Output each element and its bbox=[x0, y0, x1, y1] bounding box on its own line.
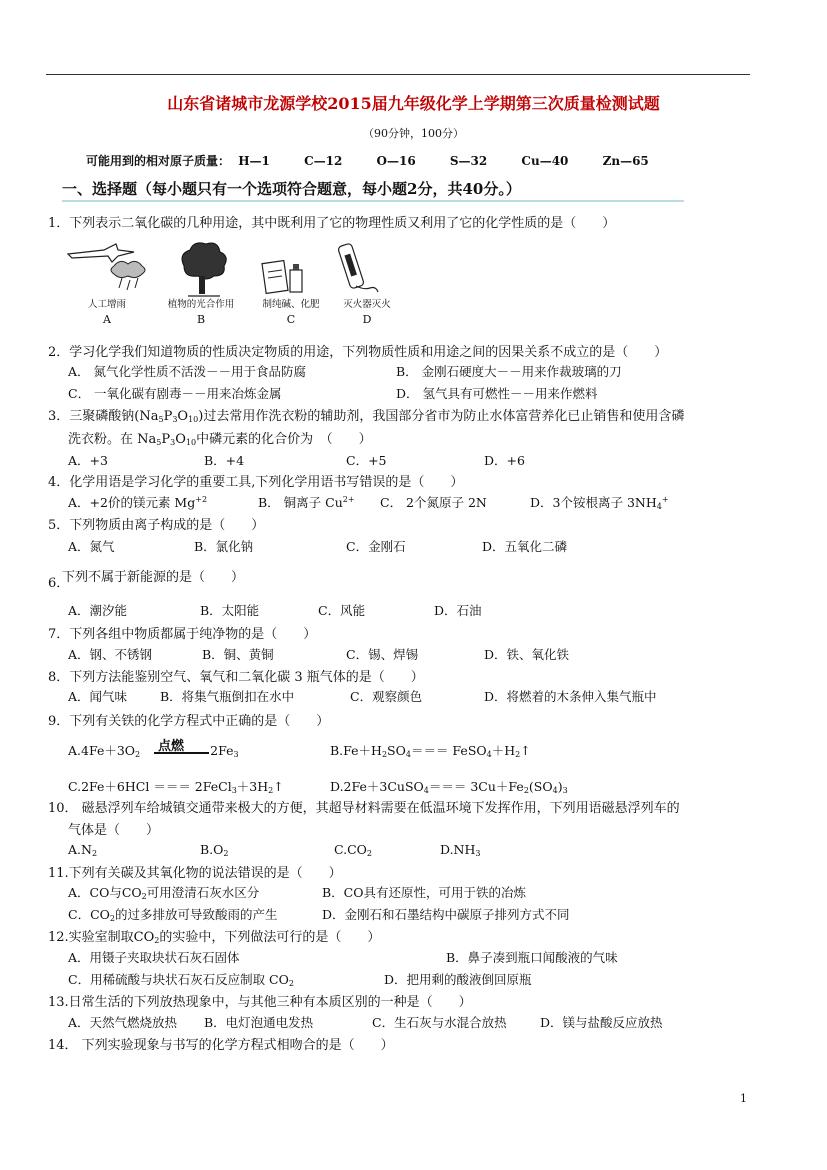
q10-d-text: D.NH bbox=[440, 842, 476, 857]
q11-option-a bbox=[68, 883, 259, 901]
q7-option-d: D．铁、氧化铁 bbox=[484, 647, 570, 662]
q3-option-c: C．+5 bbox=[346, 453, 387, 468]
q3-option-b: B．+4 bbox=[204, 453, 245, 468]
q9-a-sub: 2 bbox=[135, 750, 141, 759]
q9-d-so: (SO bbox=[528, 779, 553, 794]
q4-option-c: C． 2个氮原子 2N bbox=[380, 495, 487, 510]
q10-option-b bbox=[200, 842, 229, 858]
q5-option-d: D．五氧化二磷 bbox=[482, 539, 568, 554]
q2-option-d: D． 氢气具有可燃性－－用来作燃料 bbox=[396, 386, 598, 401]
q3-line2-post: 中磷元素的化合价为 （ ） bbox=[196, 432, 372, 447]
q4-a-text: A．+2价的镁元素 Mg bbox=[68, 495, 196, 510]
q12-c-sub: 2 bbox=[288, 979, 294, 988]
q9-d-product: ＝＝＝ 3Cu＋Fe bbox=[428, 779, 524, 794]
co2-uses-figure bbox=[64, 240, 404, 330]
section-rule bbox=[62, 200, 684, 202]
q11-a-post: 可用澄清石灰水区分 bbox=[146, 885, 260, 900]
q9-b-sub-h2: 2 bbox=[515, 750, 521, 759]
question-8: 8．下列方法能鉴别空气、氧气和二氧化碳 3 瓶气体的是（ ） bbox=[48, 670, 424, 685]
q13-option-c: C．生石灰与水混合放热 bbox=[372, 1015, 507, 1030]
q3-text-pre: 3．三聚磷酸钠(Na bbox=[48, 409, 159, 424]
atomic-mass-cu: Cu—40 bbox=[521, 154, 569, 168]
question-6: 下列不属于新能源的是（ ） bbox=[62, 570, 245, 585]
q13-option-d: D．镁与盐酸反应放热 bbox=[540, 1015, 663, 1030]
q9-d-close: ) bbox=[557, 779, 563, 794]
airplane-cloud-icon bbox=[68, 244, 145, 290]
q12-option-c bbox=[68, 970, 294, 988]
question-11: 11.下列有关碳及其氧化物的说法错误的是（ ） bbox=[48, 866, 342, 881]
q11-c-post: 的过多排放可导致酸雨的产生 bbox=[114, 907, 278, 922]
q10-option-a bbox=[68, 842, 97, 858]
q12-sub: 2 bbox=[154, 936, 160, 945]
q10-a-text: A.N bbox=[68, 842, 92, 857]
q3-option-d: D．+6 bbox=[484, 453, 525, 468]
figure-label-a: 人工增雨 bbox=[87, 299, 126, 310]
q9-d-sub-cuso: 4 bbox=[423, 786, 429, 795]
q4-d-sub: 4 bbox=[656, 502, 662, 511]
q4-a-sup: +2 bbox=[195, 495, 208, 504]
figure-letter-c: C bbox=[286, 313, 296, 326]
page-subtitle: （90分钟，100分） bbox=[363, 127, 464, 140]
question-12 bbox=[48, 926, 380, 945]
atomic-mass-o: O—16 bbox=[376, 154, 416, 168]
gas-up-arrow-icon: ↑ bbox=[273, 779, 284, 794]
q2-option-a: A． 氮气化学性质不活泼－－用于食品防腐 bbox=[68, 364, 307, 379]
section-title: 一、选择题（每小题只有一个选项符合题意，每小题2分，共40分。） bbox=[62, 180, 521, 198]
q3-o: O bbox=[177, 409, 189, 424]
q10-b-text: B.O bbox=[200, 842, 224, 857]
q9-a-text: A.4Fe＋3O bbox=[68, 743, 136, 758]
q7-option-b: B．铜、黄铜 bbox=[202, 647, 274, 662]
tree-icon bbox=[182, 243, 226, 296]
fertilizer-bag-icon bbox=[262, 261, 302, 294]
q11-c-pre: C．CO bbox=[68, 907, 110, 922]
q4-b-text: B． 铜离子 Cu bbox=[258, 495, 343, 510]
q3-text-post: )过去常用作洗衣粉的辅助剂，我国部分省市为防止水体富营养化已止销售和使用含磷 bbox=[198, 409, 685, 424]
q9-option-b bbox=[330, 741, 531, 759]
q9-c-sub-h2: 2 bbox=[268, 786, 274, 795]
question-5: 5．下列物质由离子构成的是（ ） bbox=[48, 518, 265, 533]
q4-b-sup: 2+ bbox=[342, 495, 355, 504]
q13-option-a: A．天然气燃烧放热 bbox=[68, 1015, 178, 1030]
q3-sub-o: 10 bbox=[188, 415, 199, 424]
question-14: 14． 下列实验现象与书写的化学方程式相吻合的是（ ） bbox=[48, 1038, 394, 1053]
q12-pre: 12.实验室制取CO bbox=[48, 930, 155, 945]
q10-option-c bbox=[334, 842, 372, 858]
q11-option-c bbox=[68, 905, 278, 923]
q9-b-sub-so: 4 bbox=[405, 750, 411, 759]
q12-option-a: A．用镊子夹取块状石灰石固体 bbox=[68, 950, 240, 965]
q5-option-a: A．氮气 bbox=[68, 539, 115, 554]
q11-c-sub: 2 bbox=[109, 914, 115, 923]
q3-line2-sub-o: 10 bbox=[185, 438, 197, 447]
q9-b-product: ＝＝＝ FeSO bbox=[410, 743, 487, 758]
q10-b-sub: 2 bbox=[223, 849, 229, 858]
q11-option-d: D．金刚石和石墨结构中碳原子排列方式不同 bbox=[322, 907, 570, 922]
q3-line2-sub-p: 3 bbox=[170, 438, 176, 447]
q12-option-b: B．鼻子凑到瓶口闻酸液的气味 bbox=[446, 950, 618, 965]
q4-option-a bbox=[68, 493, 207, 511]
figure-label-d: 灭火器灭火 bbox=[343, 299, 391, 310]
question-7: 7．下列各组中物质都属于纯净物的是（ ） bbox=[48, 627, 317, 642]
q4-option-b bbox=[258, 493, 355, 511]
q6-option-d: D．石油 bbox=[434, 603, 482, 618]
q3-line2-o: O bbox=[175, 432, 186, 447]
q9-b-sub-h: 2 bbox=[381, 750, 388, 759]
figure-letter-b: B bbox=[196, 313, 206, 326]
question-6-number: 6． bbox=[48, 576, 70, 591]
question-3-line2 bbox=[68, 428, 372, 447]
figure-letter-a: A bbox=[103, 313, 111, 326]
atomic-masses bbox=[86, 152, 679, 169]
q12-option-d: D．把用剩的酸液倒回原瓶 bbox=[384, 972, 532, 987]
figure-letter-d: D bbox=[362, 313, 372, 326]
q2-option-b: B． 金刚石硬度大－－用来作裁玻璃的刀 bbox=[396, 364, 622, 379]
atomic-mass-c: C—12 bbox=[304, 154, 343, 168]
q9-d-sub-3: 3 bbox=[562, 786, 568, 795]
q2-option-c: C． 一氧化碳有剧毒－－用来冶炼金属 bbox=[68, 386, 282, 401]
question-13: 13.日常生活的下列放热现象中，与其他三种有本质区别的一种是（ ） bbox=[48, 995, 472, 1010]
q10-d-sub: 3 bbox=[475, 849, 481, 858]
q6-option-a: A．潮汐能 bbox=[68, 603, 128, 618]
q8-option-b: B．将集气瓶倒扣在水中 bbox=[160, 689, 295, 704]
gas-up-arrow-icon: ↑ bbox=[520, 743, 531, 758]
q9-d-text: D.2Fe＋3CuSO bbox=[330, 779, 424, 794]
q12-post: 的实验中，下列做法可行的是（ ） bbox=[159, 930, 381, 945]
q6-option-b: B．太阳能 bbox=[200, 603, 260, 618]
q10-c-sub: 2 bbox=[366, 849, 372, 858]
q9-d-sub-fe: 2 bbox=[523, 786, 529, 795]
fire-extinguisher-icon bbox=[338, 243, 378, 292]
q3-line2-sub-na: 5 bbox=[156, 438, 162, 447]
reaction-condition-ignite: 点燃 bbox=[158, 739, 185, 754]
page-title: 山东省诸城市龙源学校2015届九年级化学上学期第三次质量检测试题 bbox=[167, 94, 660, 113]
q9-c-sub-cl: 3 bbox=[231, 786, 237, 795]
q11-a-sub: 2 bbox=[141, 892, 147, 901]
q4-d-text: D．3个铵根离子 3NH bbox=[530, 495, 657, 510]
question-1: 1．下列表示二氧化碳的几种用途，其中既利用了它的物理性质又利用了它的化学性质的是（ ） bbox=[48, 216, 616, 231]
q7-option-a: A．钢、不锈钢 bbox=[68, 647, 153, 662]
q9-option-a bbox=[68, 741, 239, 759]
q9-c-text: C.2Fe＋6HCl ＝＝＝ 2FeCl bbox=[68, 779, 232, 794]
q9-b-text: B.Fe＋H bbox=[330, 743, 382, 758]
q10-option-d bbox=[440, 842, 480, 858]
q10-c-text: C.CO bbox=[334, 842, 367, 857]
q3-p: P bbox=[163, 409, 173, 424]
q8-option-c: C．观察颜色 bbox=[350, 689, 423, 704]
q9-a-product: 2Fe bbox=[210, 743, 234, 758]
q10-a-sub: 2 bbox=[91, 849, 98, 858]
q9-b-so: SO bbox=[387, 743, 406, 758]
atomic-mass-s: S—32 bbox=[449, 154, 488, 168]
q9-b-sub-feso: 4 bbox=[486, 750, 492, 759]
q8-option-a: A．闻气味 bbox=[68, 689, 128, 704]
q9-b-h2: ＋H bbox=[491, 743, 516, 758]
q7-option-c: C．锡、焊锡 bbox=[346, 647, 419, 662]
question-10: 10． 磁悬浮列车给城镇交通带来极大的方便，其超导材料需要在低温环境下发挥作用，下列用语磁悬浮列车的 bbox=[48, 801, 680, 816]
q9-c-h2: ＋3H bbox=[236, 779, 269, 794]
q5-option-c: C．金刚石 bbox=[346, 539, 406, 554]
q6-option-c: C．风能 bbox=[318, 603, 366, 618]
atomic-mass-h: H—1 bbox=[238, 154, 270, 168]
q8-option-d: D．将燃着的木条伸入集气瓶中 bbox=[484, 689, 657, 704]
figure-label-c: 制纯碱、化肥 bbox=[262, 299, 320, 310]
q9-option-d bbox=[330, 777, 568, 795]
q9-a-product-sub: 3 bbox=[233, 750, 239, 759]
atomic-mass-zn: Zn—65 bbox=[602, 154, 649, 168]
q13-option-b: B．电灯泡通电发热 bbox=[204, 1015, 314, 1030]
q3-line2-pre: 洗衣粉。在 Na bbox=[68, 432, 157, 447]
q3-sub-na: 5 bbox=[158, 415, 164, 424]
top-rule bbox=[46, 74, 750, 75]
question-2: 2．学习化学我们知道物质的性质决定物质的用途，下列物质性质和用途之间的因果关系不成立的是（ ） bbox=[48, 345, 668, 360]
question-3 bbox=[48, 405, 684, 424]
page-number: 1 bbox=[740, 1092, 747, 1105]
figure-label-b: 植物的光合作用 bbox=[167, 299, 235, 310]
question-4: 4．化学用语是学习化学的重要工具,下列化学用语书写错误的是（ ） bbox=[48, 475, 464, 490]
q3-sub-p: 3 bbox=[172, 415, 178, 424]
q3-option-a: A．+3 bbox=[68, 453, 108, 468]
atomic-label: 可能用到的相对原子质量： bbox=[86, 154, 231, 168]
q12-c-text: C．用稀硫酸与块状石灰石反应制取 CO bbox=[68, 972, 289, 987]
q4-option-d bbox=[530, 493, 669, 511]
co2-uses-illustration bbox=[64, 240, 404, 298]
question-9: 9．下列有关铁的化学方程式中正确的是（ ） bbox=[48, 714, 330, 729]
q11-option-b: B．CO具有还原性，可用于铁的冶炼 bbox=[322, 885, 526, 900]
question-10-line2: 气体是（ ） bbox=[68, 823, 160, 838]
q4-d-sup: + bbox=[661, 495, 669, 504]
q11-a-pre: A．CO与CO bbox=[68, 885, 142, 900]
q3-line2-p: P bbox=[161, 432, 171, 447]
q9-option-c bbox=[68, 777, 284, 795]
q5-option-b: B．氯化钠 bbox=[194, 539, 254, 554]
q9-d-sub-so: 4 bbox=[552, 786, 558, 795]
